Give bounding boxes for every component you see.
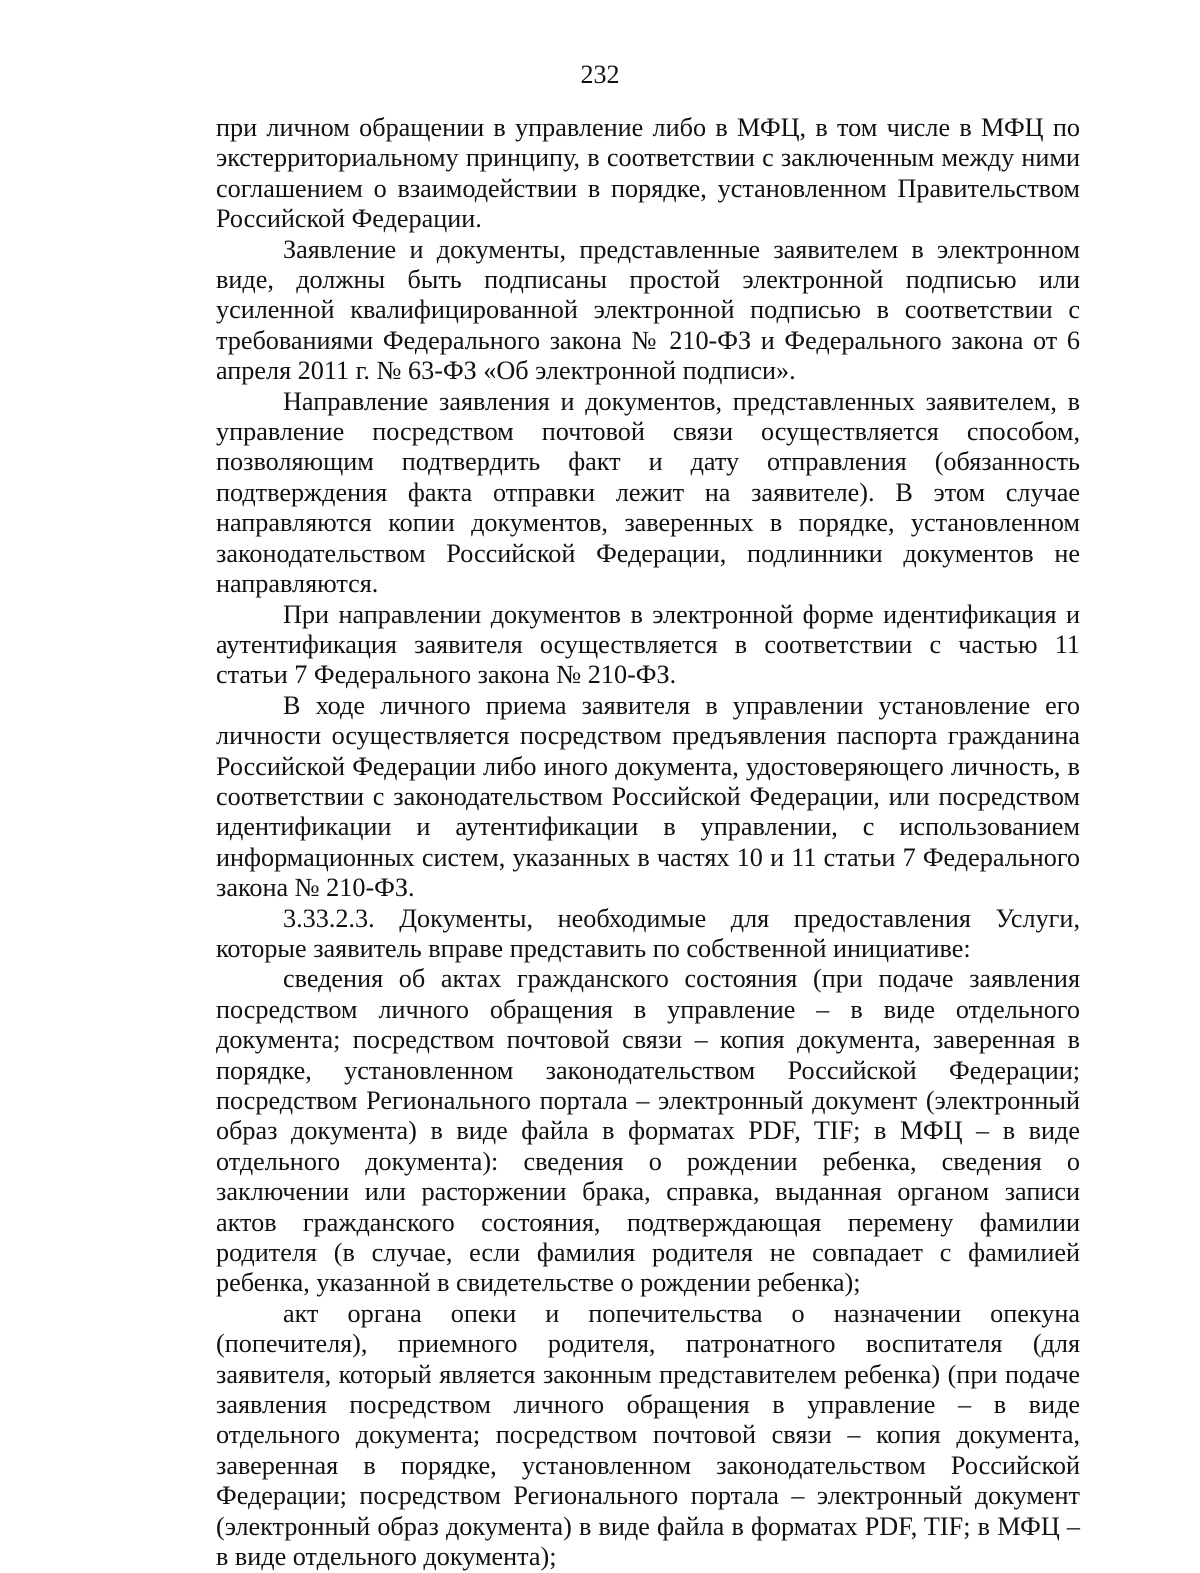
- paragraph-guardianship-act: акт органа опеки и попечительства о назначении опекуна (попечителя), приемного родителя, патронатного воспитателя (для заявителя, который является законным представителем ребенка) (при подаче заявления посредством личного обращения в управление – в виде отдельного документа; посредством почтовой связи – копия документа, заверенная в порядке, установленном законодательством Российской Федерации; посредством Регионального портала – электронный документ (электронный образ документа) в виде файла в форматах PDF, TIF; в МФЦ – в виде отдельного документа);: [216, 1298, 1080, 1572]
- paragraph-electronic-authentication: При направлении документов в электронной форме идентификация и аутентификация заявителя осуществляется в соответствии с частью 11 статьи 7 Федерального закона № 210-ФЗ.: [216, 599, 1080, 690]
- paragraph-section-3-33-2-3: 3.33.2.3. Документы, необходимые для предоставления Услуги, которые заявитель вправе представить по собственной инициативе:: [216, 903, 1080, 963]
- document-body: [216, 113, 1080, 1573]
- paragraph-continuation: при личном обращении в управление либо в МФЦ, в том числе в МФЦ по экстерриториальному принципу, в соответствии с заключенным между ними соглашением о взаимодействии в порядке, установленном Правительством Российской Федерации.: [216, 113, 1080, 234]
- paragraph-electronic-signature: Заявление и документы, представленные заявителем в электронном виде, должны быть подписаны простой электронной подписью или усиленной квалифицированной электронной подписью в соответствии с требованиями Федерального закона № 210-ФЗ и Федерального закона от 6 апреля 2011 г. № 63-ФЗ «Об электронной подписи».: [216, 234, 1080, 386]
- paragraph-civil-status-records: сведения об актах гражданского состояния (при подаче заявления посредством личного обращения в управление – в виде отдельного документа; посредством почтовой связи – копия документа, заверенная в порядке, установленном законодательством Российской Федерации; посредством Регионального портала – электронный документ (электронный образ документа) в виде файла в форматах PDF, TIF; в МФЦ – в виде отдельного документа): сведения о рождении ребенка, сведения о заключении или расторжении брака, справка, выданная органом записи актов гражданского состояния, подтверждающая перемену фамилии родителя (в случае, если фамилия родителя не совпадает с фамилией ребенка, указанной в свидетельстве о рождении ребенка);: [216, 964, 1080, 1298]
- paragraph-personal-identification: В ходе личного приема заявителя в управлении установление его личности осуществляется посредством предъявления паспорта гражданина Российской Федерации либо иного документа, удостоверяющего личность, в соответствии с законодательством Российской Федерации, или посредством идентификации и аутентификации в управлении, с использованием информационных систем, указанных в частях 10 и 11 статьи 7 Федерального закона № 210-ФЗ.: [216, 690, 1080, 903]
- paragraph-postal-submission: Направление заявления и документов, представленных заявителем, в управление посредством почтовой связи осуществляется способом, позволяющим подтвердить факт и дату отправления (обязанность подтверждения факта отправки лежит на заявителе). В этом случае направляются копии документов, заверенных в порядке, установленном законодательством Российской Федерации, подлинники документов не направляются.: [216, 386, 1080, 599]
- page-number: 232: [580, 60, 620, 89]
